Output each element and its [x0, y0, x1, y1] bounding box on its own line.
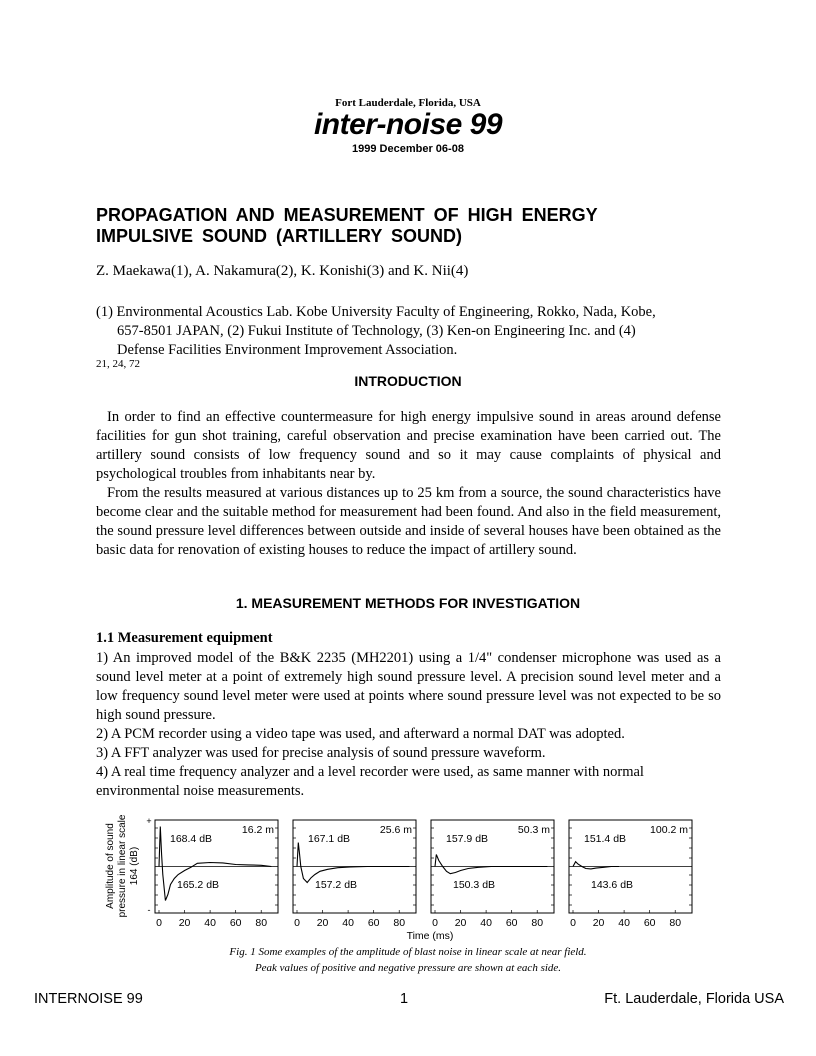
y-axis-plus-sign: + [146, 816, 152, 826]
authors: Z. Maekawa(1), A. Nakamura(2), K. Konishi(3) and K. Nii(4) [96, 263, 469, 279]
y-axis-minus-sign: - [147, 905, 151, 915]
x-tick-label: 0 [294, 917, 300, 929]
introduction-paragraph-1: In order to find an effective countermeasure for high energy impulsive sound in areas around defense facilities for gun shot training, careful observation and precise examination have been carried out. The artillery sound consists of low frequency sound and so it may cause complaints of physical and psychological troubles from inhabitants near by. [96, 409, 721, 482]
x-tick-label: 40 [342, 917, 354, 929]
affiliations [96, 303, 726, 360]
equipment-item-4: 4) A real time frequency analyzer and a level recorder were used, as same manner with normal environmental noise measurements. [96, 764, 644, 799]
negative-peak-label: 143.6 dB [591, 879, 634, 891]
x-tick-label: 40 [480, 917, 492, 929]
introduction-heading: INTRODUCTION [354, 373, 462, 389]
x-tick-label: 80 [393, 917, 406, 929]
classification-codes: 21, 24, 72 [96, 358, 140, 370]
x-tick-label: 20 [592, 917, 605, 929]
x-axis-label: Time (ms) [406, 930, 454, 942]
negative-peak-label: 150.3 dB [453, 879, 496, 891]
figure-caption-line-1: Fig. 1 Some examples of the amplitude of blast noise in linear scale at near field. [229, 946, 587, 958]
footer-left: INTERNOISE 99 [34, 991, 143, 1007]
title-line-1: PROPAGATION AND MEASUREMENT OF HIGH ENERGY [96, 205, 598, 225]
positive-peak-label: 157.9 dB [446, 833, 489, 845]
affiliation-line-2: 657-8501 JAPAN, (2) Fukui Institute of Technology, (3) Ken-on Engineering Inc. and (4) [117, 323, 636, 339]
x-tick-label: 20 [454, 917, 467, 929]
section-1-body [96, 649, 721, 801]
x-tick-label: 20 [178, 917, 191, 929]
paper-title [96, 205, 736, 247]
x-tick-label: 80 [531, 917, 544, 929]
equipment-item-2: 2) A PCM recorder using a video tape was used, and afterward a normal DAT was adopted. [96, 726, 625, 742]
page-number: 1 [400, 991, 409, 1007]
positive-peak-label: 168.4 dB [170, 833, 213, 845]
figure-1-chart [100, 800, 720, 945]
x-tick-label: 60 [643, 917, 656, 929]
waveform-line [573, 862, 619, 869]
x-tick-label: 40 [204, 917, 216, 929]
conference-logo-text: inter-noise 99 [313, 108, 503, 141]
x-tick-label: 0 [432, 917, 438, 929]
positive-peak-label: 167.1 dB [308, 833, 351, 845]
y-axis-label-line-3: 164 (dB) [129, 846, 140, 886]
introduction-paragraph-2: From the results measured at various distances up to 25 km from a source, the sound characteristics have become clear and the suitable method for measurement had been found. And also in the field measurement, the sound pressure level differences between outside and inside of several houses have been obtained as the basic data for renovation of existing houses to reduce the impact of artillery sound. [96, 485, 721, 558]
panel-distance-label: 25.6 m [379, 824, 412, 836]
waveform-line [435, 855, 547, 874]
figure-caption-line-2: Peak values of positive and negative pressure are shown at each side. [254, 962, 562, 974]
equipment-item-3: 3) A FFT analyzer was used for precise analysis of sound pressure waveform. [96, 745, 546, 761]
panel-distance-label: 100.2 m [650, 824, 688, 836]
x-tick-label: 80 [255, 917, 268, 929]
equipment-item-1: 1) An improved model of the B&K 2235 (MH2201) using a 1/4" condenser microphone was used as a sound level meter at a point of extremely high sound pressure level. A precision sound level meter and a low frequency sound level meter were used at points where sound pressure level was not expected to be so high sound pressure. [96, 650, 721, 723]
affiliation-line-3: Defense Facilities Environment Improvement Association. [117, 342, 458, 358]
x-tick-label: 60 [367, 917, 380, 929]
x-tick-label: 20 [316, 917, 329, 929]
x-tick-label: 60 [229, 917, 242, 929]
introduction-body [96, 408, 721, 560]
y-axis-label-line-1: Amplitude of sound [105, 823, 116, 909]
affiliation-line-1: (1) Environmental Acoustics Lab. Kobe University Faculty of Engineering, Rokko, Nada, Kobe, [96, 304, 656, 320]
x-tick-label: 0 [570, 917, 576, 929]
section-1-1-heading: 1.1 Measurement equipment [96, 630, 273, 646]
x-tick-label: 0 [156, 917, 162, 929]
header-location: Fort Lauderdale, Florida, USA [335, 97, 481, 109]
negative-peak-label: 165.2 dB [177, 879, 220, 891]
positive-peak-label: 151.4 dB [584, 833, 627, 845]
panel-distance-label: 16.2 m [241, 824, 274, 836]
chart-panels [155, 820, 692, 929]
section-1-heading: 1. MEASUREMENT METHODS FOR INVESTIGATION [235, 595, 581, 611]
negative-peak-label: 157.2 dB [315, 879, 358, 891]
title-line-2: IMPULSIVE SOUND (ARTILLERY SOUND) [96, 226, 463, 246]
x-tick-label: 40 [618, 917, 630, 929]
waveform-line [297, 843, 409, 883]
panel-distance-label: 50.3 m [517, 824, 550, 836]
header-dates: 1999 December 06-08 [352, 143, 464, 155]
x-tick-label: 80 [669, 917, 682, 929]
footer-right: Ft. Lauderdale, Florida USA [604, 991, 784, 1007]
y-axis-label-line-2: pressure in linear scale [117, 814, 128, 918]
x-tick-label: 60 [505, 917, 518, 929]
